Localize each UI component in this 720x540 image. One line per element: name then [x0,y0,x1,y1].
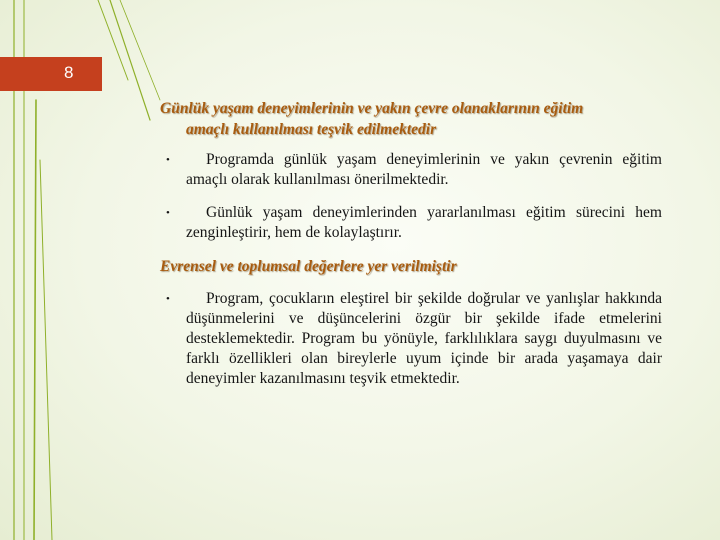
page-number: 8 [64,63,74,82]
bullet-marker: • [166,154,170,166]
bullet-text: Program, çocukların eleştirel bir şekilde doğrular ve yanlışlar hakkında düşünmelerini ve düşüncelerini özgür bir şekilde ifade etmelerini desteklemektedir. Program bu yönüyle, farklılıklara saygı duyulmasını ve farklı özellikleri olan bireylerle uyum içinde bir arada yaşamaya dair deneyimler kazanılmasını teşvik etmektedir. [186,290,662,387]
bullet-marker: • [166,293,170,305]
bullet-text: Günlük yaşam deneyimlerinden yararlanılması eğitim sürecini hem zenginleştirir, hem de kolaylaştırır. [186,204,662,241]
bullet-text: Programda günlük yaşam deneyimlerinin ve yakın çevrenin eğitim amaçlı olarak kullanılması önerilmektedir. [186,151,662,188]
bullet-item [160,289,662,389]
heading-universal-values: Evrensel ve toplumsal değerlere yer verilmiştir [160,258,457,275]
heading-line-2: amaçlı kullanılması teşvik edilmektedir [186,121,437,138]
heading-everyday-experiences [160,98,662,140]
bullet-item [160,203,662,243]
bullet-marker: • [166,207,170,219]
bullet-item [160,150,662,190]
heading-line-1: Günlük yaşam deneyimlerinin ve yakın çevre olanaklarının eğitim [160,100,584,117]
